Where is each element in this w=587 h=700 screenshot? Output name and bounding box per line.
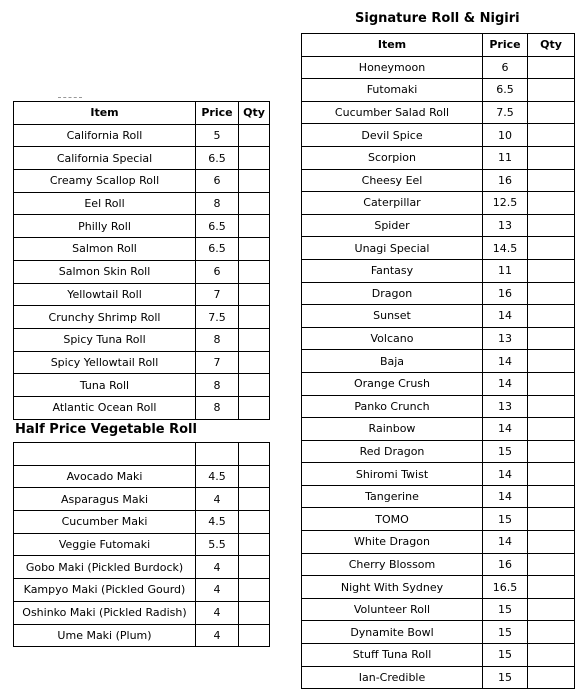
menu-row (302, 553, 575, 576)
item-price: 11 (483, 146, 528, 169)
item-name: Volcano (302, 327, 483, 350)
item-name: Yellowtail Roll (14, 283, 196, 306)
menu-row (302, 666, 575, 689)
item-price: 4 (196, 579, 239, 602)
header-item: Item (302, 34, 483, 57)
item-price: 14 (483, 372, 528, 395)
qty-cell[interactable] (528, 192, 575, 215)
qty-cell[interactable] (528, 305, 575, 328)
item-price: 7 (196, 351, 239, 374)
qty-cell[interactable] (239, 147, 270, 170)
item-price: 4 (196, 556, 239, 579)
item-price: 15 (483, 598, 528, 621)
item-price: 14 (483, 463, 528, 486)
menu-row (302, 418, 575, 441)
item-name: Veggie Futomaki (14, 533, 196, 556)
item-price: 13 (483, 395, 528, 418)
item-name: Volunteer Roll (302, 598, 483, 621)
item-name: Unagi Special (302, 237, 483, 260)
qty-cell[interactable] (528, 169, 575, 192)
qty-cell[interactable] (528, 576, 575, 599)
table-header-row (14, 102, 270, 125)
menu-row (302, 101, 575, 124)
qty-cell[interactable] (528, 124, 575, 147)
item-price: 6.5 (196, 215, 239, 238)
qty-cell[interactable] (528, 214, 575, 237)
item-price: 16 (483, 282, 528, 305)
item-price: 14 (483, 418, 528, 441)
menu-row (14, 396, 270, 419)
qty-cell[interactable] (528, 531, 575, 554)
item-price: 13 (483, 214, 528, 237)
item-price: 6.5 (483, 79, 528, 102)
qty-cell[interactable] (528, 259, 575, 282)
item-name: Stuff Tuna Roll (302, 644, 483, 667)
item-name: Asparagus Maki (14, 488, 196, 511)
item-name: Fantasy (302, 259, 483, 282)
item-name: Atlantic Ocean Roll (14, 396, 196, 419)
item-price: 4.5 (196, 511, 239, 534)
item-price: 8 (196, 374, 239, 397)
item-name: Crunchy Shrimp Roll (14, 306, 196, 329)
item-price: 14 (483, 531, 528, 554)
item-price: 14 (483, 350, 528, 373)
item-name: Scorpion (302, 146, 483, 169)
menu-row (14, 465, 270, 488)
item-name: Ume Maki (Plum) (14, 624, 196, 647)
item-name: TOMO (302, 508, 483, 531)
item-price: 7 (196, 283, 239, 306)
item-name: Tangerine (302, 485, 483, 508)
item-price: 4 (196, 624, 239, 647)
menu-row (14, 147, 270, 170)
qty-cell[interactable] (239, 192, 270, 215)
item-name: Panko Crunch (302, 395, 483, 418)
menu-row (302, 395, 575, 418)
menu-row (302, 463, 575, 486)
item-price: 15 (483, 508, 528, 531)
qty-cell[interactable] (239, 328, 270, 351)
menu-row (302, 621, 575, 644)
menu-row (302, 214, 575, 237)
menu-row (14, 579, 270, 602)
qty-cell[interactable] (528, 463, 575, 486)
menu-row (302, 576, 575, 599)
menu-row (302, 79, 575, 102)
qty-cell[interactable] (528, 666, 575, 689)
item-name: Salmon Skin Roll (14, 260, 196, 283)
signature-menu-table (301, 33, 575, 689)
item-name: Dragon (302, 282, 483, 305)
qty-cell[interactable] (528, 372, 575, 395)
item-name: California Roll (14, 124, 196, 147)
vegetable-section-title: Half Price Vegetable Roll (15, 422, 197, 437)
menu-row (302, 372, 575, 395)
item-price: 8 (196, 192, 239, 215)
item-price: 15 (483, 666, 528, 689)
qty-cell[interactable] (239, 533, 270, 556)
header-price: Price (196, 102, 239, 125)
item-price: 6.5 (196, 147, 239, 170)
menu-row (14, 374, 270, 397)
item-name: Cucumber Maki (14, 511, 196, 534)
item-price: 14.5 (483, 237, 528, 260)
item-name: Avocado Maki (14, 465, 196, 488)
qty-cell[interactable] (528, 440, 575, 463)
item-price: 15 (483, 440, 528, 463)
menu-row (302, 56, 575, 79)
item-name: Shiromi Twist (302, 463, 483, 486)
item-name: White Dragon (302, 531, 483, 554)
item-name: Kampyo Maki (Pickled Gourd) (14, 579, 196, 602)
item-price: 14 (483, 485, 528, 508)
item-name: Ian-Credible (302, 666, 483, 689)
item-price: 4 (196, 488, 239, 511)
menu-row (302, 146, 575, 169)
item-name: Red Dragon (302, 440, 483, 463)
menu-row (14, 306, 270, 329)
item-name: Gobo Maki (Pickled Burdock) (14, 556, 196, 579)
menu-row (14, 192, 270, 215)
scribble-mark (58, 97, 82, 100)
header-qty: Qty (239, 102, 270, 125)
header-qty: Qty (528, 34, 575, 57)
menu-row (302, 192, 575, 215)
item-name: Cherry Blossom (302, 553, 483, 576)
item-price: 6 (196, 260, 239, 283)
menu-row (14, 215, 270, 238)
item-name: Philly Roll (14, 215, 196, 238)
qty-cell[interactable] (528, 395, 575, 418)
menu-row (14, 488, 270, 511)
qty-cell[interactable] (239, 624, 270, 647)
menu-row (302, 237, 575, 260)
qty-cell[interactable] (528, 553, 575, 576)
menu-row (302, 485, 575, 508)
item-price: 5.5 (196, 533, 239, 556)
menu-row (302, 305, 575, 328)
item-price: 5 (196, 124, 239, 147)
qty-cell[interactable] (528, 146, 575, 169)
item-name: Baja (302, 350, 483, 373)
item-name: Oshinko Maki (Pickled Radish) (14, 601, 196, 624)
item-price: 8 (196, 396, 239, 419)
qty-cell[interactable] (528, 598, 575, 621)
qty-cell[interactable] (239, 579, 270, 602)
item-name: Cheesy Eel (302, 169, 483, 192)
item-name: Night With Sydney (302, 576, 483, 599)
header-price: Price (483, 34, 528, 57)
menu-row (302, 282, 575, 305)
menu-row (14, 556, 270, 579)
item-name: Spider (302, 214, 483, 237)
menu-row (14, 328, 270, 351)
qty-cell[interactable] (528, 282, 575, 305)
qty-cell[interactable] (528, 508, 575, 531)
item-name: California Special (14, 147, 196, 170)
menu-row (14, 238, 270, 261)
menu-row (302, 644, 575, 667)
item-price: 7.5 (483, 101, 528, 124)
item-name: Spicy Yellowtail Roll (14, 351, 196, 374)
item-name: Sunset (302, 305, 483, 328)
qty-cell[interactable] (239, 170, 270, 193)
item-price: 16 (483, 169, 528, 192)
item-name: Eel Roll (14, 192, 196, 215)
item-name: Caterpillar (302, 192, 483, 215)
menu-row (14, 170, 270, 193)
qty-cell[interactable] (239, 215, 270, 238)
menu-row (14, 533, 270, 556)
menu-row (302, 598, 575, 621)
menu-row (14, 283, 270, 306)
qty-cell[interactable] (528, 485, 575, 508)
item-price: 4.5 (196, 465, 239, 488)
item-name: Honeymoon (302, 56, 483, 79)
item-price: 4 (196, 601, 239, 624)
item-name: Dynamite Bowl (302, 621, 483, 644)
qty-cell[interactable] (239, 511, 270, 534)
qty-cell[interactable] (239, 556, 270, 579)
qty-cell[interactable] (528, 327, 575, 350)
item-price: 6.5 (196, 238, 239, 261)
qty-cell[interactable] (239, 283, 270, 306)
menu-row (302, 508, 575, 531)
item-price: 6 (196, 170, 239, 193)
classic-roll-table (13, 101, 270, 420)
header-item: Item (14, 102, 196, 125)
item-price: 8 (196, 328, 239, 351)
item-price: 15 (483, 644, 528, 667)
item-name: Futomaki (302, 79, 483, 102)
signature-section-title: Signature Roll & Nigiri (355, 11, 520, 26)
item-price: 16.5 (483, 576, 528, 599)
item-price: 14 (483, 305, 528, 328)
qty-cell[interactable] (239, 396, 270, 419)
menu-row (302, 531, 575, 554)
item-price: 13 (483, 327, 528, 350)
menu-row (302, 350, 575, 373)
menu-row (14, 260, 270, 283)
item-name: Creamy Scallop Roll (14, 170, 196, 193)
item-name: Rainbow (302, 418, 483, 441)
menu-row (302, 327, 575, 350)
blank-header-row (14, 443, 270, 466)
menu-row (302, 169, 575, 192)
item-name: Spicy Tuna Roll (14, 328, 196, 351)
table-header-row (302, 34, 575, 57)
item-price: 7.5 (196, 306, 239, 329)
menu-row (302, 440, 575, 463)
item-price: 6 (483, 56, 528, 79)
menu-row (14, 624, 270, 647)
qty-cell[interactable] (528, 621, 575, 644)
qty-cell[interactable] (239, 601, 270, 624)
item-name: Devil Spice (302, 124, 483, 147)
menu-row (14, 351, 270, 374)
menu-row (302, 124, 575, 147)
item-name: Orange Crush (302, 372, 483, 395)
qty-cell[interactable] (528, 56, 575, 79)
item-price: 15 (483, 621, 528, 644)
qty-cell[interactable] (239, 488, 270, 511)
qty-cell[interactable] (528, 101, 575, 124)
qty-cell[interactable] (528, 644, 575, 667)
item-name: Cucumber Salad Roll (302, 101, 483, 124)
item-price: 12.5 (483, 192, 528, 215)
vegetable-roll-table (13, 442, 270, 647)
item-price: 11 (483, 259, 528, 282)
item-price: 10 (483, 124, 528, 147)
qty-cell[interactable] (528, 350, 575, 373)
item-price: 16 (483, 553, 528, 576)
menu-row (302, 259, 575, 282)
qty-cell[interactable] (239, 374, 270, 397)
menu-row (14, 511, 270, 534)
menu-row (14, 601, 270, 624)
item-name: Tuna Roll (14, 374, 196, 397)
qty-cell[interactable] (239, 260, 270, 283)
menu-row (14, 124, 270, 147)
qty-cell[interactable] (239, 238, 270, 261)
item-name: Salmon Roll (14, 238, 196, 261)
qty-cell[interactable] (239, 306, 270, 329)
qty-cell[interactable] (239, 465, 270, 488)
qty-cell[interactable] (239, 351, 270, 374)
qty-cell[interactable] (528, 418, 575, 441)
qty-cell[interactable] (528, 237, 575, 260)
qty-cell[interactable] (528, 79, 575, 102)
qty-cell[interactable] (239, 124, 270, 147)
